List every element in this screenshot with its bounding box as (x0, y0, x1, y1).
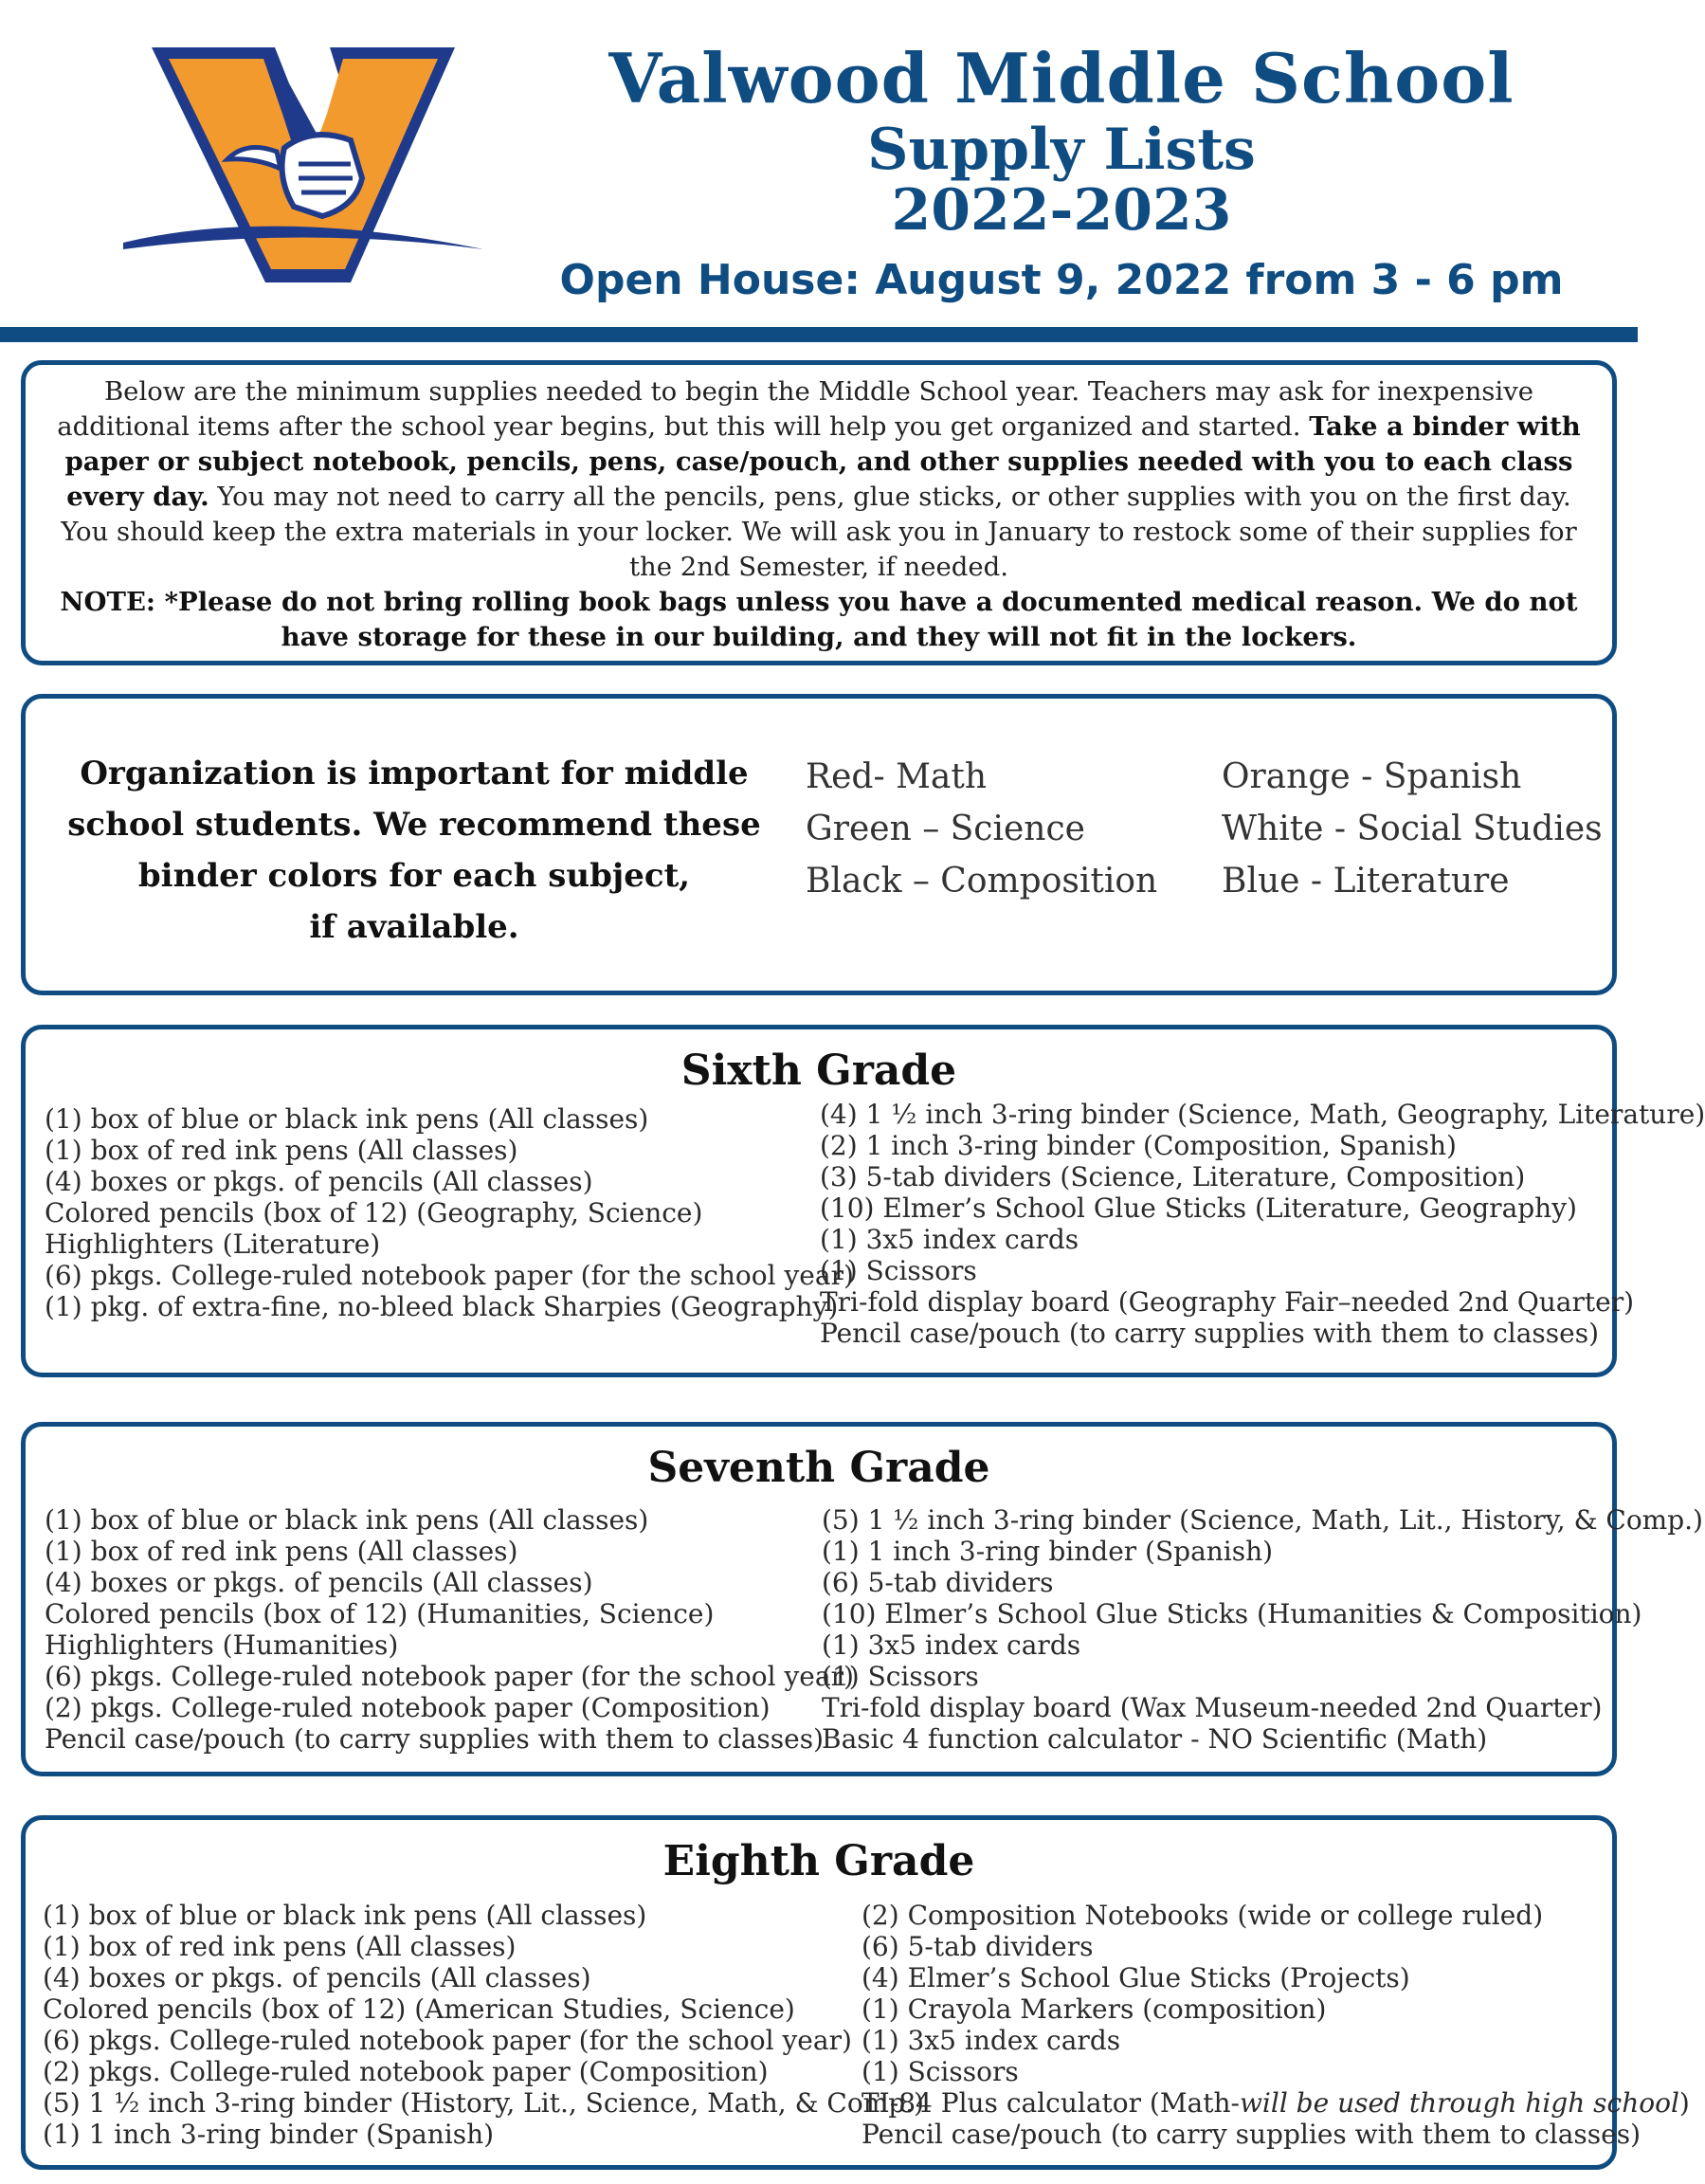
eighth-grade-list-left (43, 1900, 924, 2150)
organization-line: binder colors for each subject, (137, 857, 691, 895)
supply-item: (6) pkgs. College-ruled notebook paper (for the school year) (45, 1260, 854, 1291)
binder-color-item: Orange - Spanish (1222, 757, 1522, 796)
supply-item: (6) 5-tab dividers (822, 1567, 1054, 1598)
binder-color-item: Red- Math (806, 757, 988, 796)
supply-item: (2) pkgs. College-ruled notebook paper (Composition) (45, 1692, 771, 1723)
binder-color-item: Blue - Literature (1222, 862, 1510, 901)
binder-color-item: White - Social Studies (1222, 810, 1603, 848)
seventh-grade-list-right (822, 1504, 1703, 1755)
supply-item: (4) boxes or pkgs. of pencils (All classes) (43, 1962, 591, 1993)
school-name: Valwood Middle School (608, 38, 1515, 118)
supply-item: (1) 1 inch 3-ring binder (Spanish) (822, 1536, 1274, 1567)
supply-item: (10) Elmer’s School Glue Sticks (Humanities & Composition) (822, 1598, 1642, 1629)
supply-item: Colored pencils (box of 12) (Geography, Science) (45, 1197, 703, 1228)
supply-item: (10) Elmer’s School Glue Sticks (Literature, Geography) (820, 1192, 1577, 1224)
school-title-block (559, 38, 1564, 244)
intro-text-2: You may not need to carry all the pencils, pens, glue sticks, or other supplies with you on the first day. You should keep the extra materials in your locker. We will ask you in January to restock some of their supplies for the 2nd Semester, if needed. (61, 482, 1577, 582)
supply-item: (1) box of red ink pens (All classes) (43, 1931, 517, 1962)
supply-item: Highlighters (Literature) (45, 1228, 381, 1260)
page-header (0, 0, 1638, 322)
supply-item: Colored pencils (box of 12) (American Studies, Science) (43, 1993, 795, 2025)
organization-line: if available. (309, 908, 519, 946)
open-house-date: Open House: August 9, 2022 from 3 - 6 pm (559, 256, 1564, 304)
supply-item: (1) 3x5 index cards (822, 1629, 1081, 1661)
supply-item: (1) Crayola Markers (composition) (862, 1993, 1327, 2025)
supply-item: (1) box of red ink pens (All classes) (45, 1135, 518, 1166)
list-subtitle: Supply Lists (867, 117, 1256, 183)
binder-colors-box (21, 694, 1617, 995)
supply-item-calculator (862, 2087, 1690, 2119)
binder-color-item: Green – Science (806, 810, 1085, 848)
school-year: 2022-2023 (891, 177, 1232, 244)
supply-item: Pencil case/pouch (to carry supplies with them to classes) (45, 1723, 825, 1755)
calculator-text: TI-84 Plus calculator (Math- (862, 2087, 1240, 2119)
supply-item: (4) boxes or pkgs. of pencils (All classes) (45, 1567, 593, 1598)
supply-item: (5) 1 ½ inch 3-ring binder (History, Lit., Science, Math, & Comp.) (43, 2087, 924, 2119)
intro-note: NOTE: *Please do not bring rolling book bags unless you have a documented medical reason. We do not have storage for these in our building, and they will not fit in the lockers. (60, 587, 1578, 652)
intro-box (21, 360, 1617, 665)
supply-item: (1) Scissors (820, 1255, 977, 1286)
intro-bold-text: Take a binder with paper or subject notebook, pencils, pens, case/pouch, and other supplies needed with you to each class every day. (64, 411, 1581, 512)
supply-item: (1) box of blue or black ink pens (All classes) (45, 1103, 649, 1135)
supply-item: (6) pkgs. College-ruled notebook paper (for the school year) (45, 1661, 854, 1692)
organization-line: school students. We recommend these (67, 806, 761, 844)
supply-item: (1) pkg. of extra-fine, no-bleed black Sharpies (Geography) (45, 1291, 839, 1322)
organization-message (54, 748, 774, 953)
supply-item: (1) box of blue or black ink pens (All classes) (45, 1504, 649, 1536)
sixth-grade-list-left (45, 1103, 854, 1322)
binder-color-item: Black – Composition (806, 862, 1158, 901)
binder-colors-right (1222, 751, 1603, 907)
supply-item: (6) pkgs. College-ruled notebook paper (for the school year) (43, 2025, 852, 2056)
supply-item: Pencil case/pouch (to carry supplies with them to classes) (862, 2119, 1642, 2150)
binder-colors-left (806, 751, 1157, 907)
organization-line: Organization is important for middle (80, 755, 749, 792)
supply-item: (2) 1 inch 3-ring binder (Composition, Spanish) (820, 1130, 1457, 1161)
calculator-note: will be used through high school (1239, 2087, 1679, 2119)
supply-item: (1) Scissors (822, 1661, 979, 1692)
supply-item: (1) box of blue or black ink pens (All classes) (43, 1900, 647, 1931)
supply-item: (2) pkgs. College-ruled notebook paper (Composition) (43, 2056, 769, 2087)
sixth-grade-box (21, 1025, 1705, 1377)
seventh-grade-box (21, 1422, 1703, 1776)
supply-item: (4) boxes or pkgs. of pencils (All classes) (45, 1166, 593, 1197)
supply-item: (4) Elmer’s School Glue Sticks (Projects) (862, 1962, 1410, 1993)
supply-item: (5) 1 ½ inch 3-ring binder (Science, Math, Lit., History, & Comp.) (822, 1504, 1703, 1536)
supply-item: (1) box of red ink pens (All classes) (45, 1536, 518, 1567)
header-divider (0, 327, 1638, 342)
calculator-close: ) (1678, 2087, 1690, 2119)
supply-item: Basic 4 function calculator - NO Scientific (Math) (822, 1723, 1488, 1755)
sixth-grade-list-right (820, 1099, 1705, 1349)
supply-item: (3) 5-tab dividers (Science, Literature, Composition) (820, 1161, 1526, 1192)
intro-text: Below are the minimum supplies needed to begin the Middle School year. Teachers may ask for inexpensive additional items after the school year begins, but this will help you get organized and started. (57, 376, 1534, 442)
supply-item: (1) 3x5 index cards (862, 2025, 1121, 2056)
supply-item: (6) 5-tab dividers (862, 1931, 1094, 1962)
seventh-grade-list-left (45, 1504, 854, 1755)
supply-item: (1) Scissors (862, 2056, 1019, 2087)
seventh-grade-title: Seventh Grade (647, 1444, 990, 1492)
supply-item: (4) 1 ½ inch 3-ring binder (Science, Math, Geography, Literature) (820, 1099, 1705, 1130)
eighth-grade-title: Eighth Grade (662, 1837, 975, 1885)
supply-item: (1) 3x5 index cards (820, 1224, 1079, 1255)
supply-item: Tri-fold display board (Wax Museum-needed 2nd Quarter) (822, 1692, 1603, 1723)
supply-item: Pencil case/pouch (to carry supplies with them to classes) (820, 1318, 1600, 1349)
eighth-grade-list-right (862, 1900, 1690, 2150)
supply-item: (2) Composition Notebooks (wide or college ruled) (862, 1900, 1544, 1931)
supply-item: Highlighters (Humanities) (45, 1629, 399, 1661)
supply-item: Tri-fold display board (Geography Fair–needed 2nd Quarter) (820, 1286, 1635, 1318)
school-logo-v-knight-icon (114, 36, 493, 320)
supply-item: (1) 1 inch 3-ring binder (Spanish) (43, 2119, 495, 2150)
eighth-grade-box (21, 1815, 1690, 2170)
supply-item: Colored pencils (box of 12) (Humanities, Science) (45, 1598, 715, 1629)
sixth-grade-title: Sixth Grade (680, 1046, 957, 1095)
